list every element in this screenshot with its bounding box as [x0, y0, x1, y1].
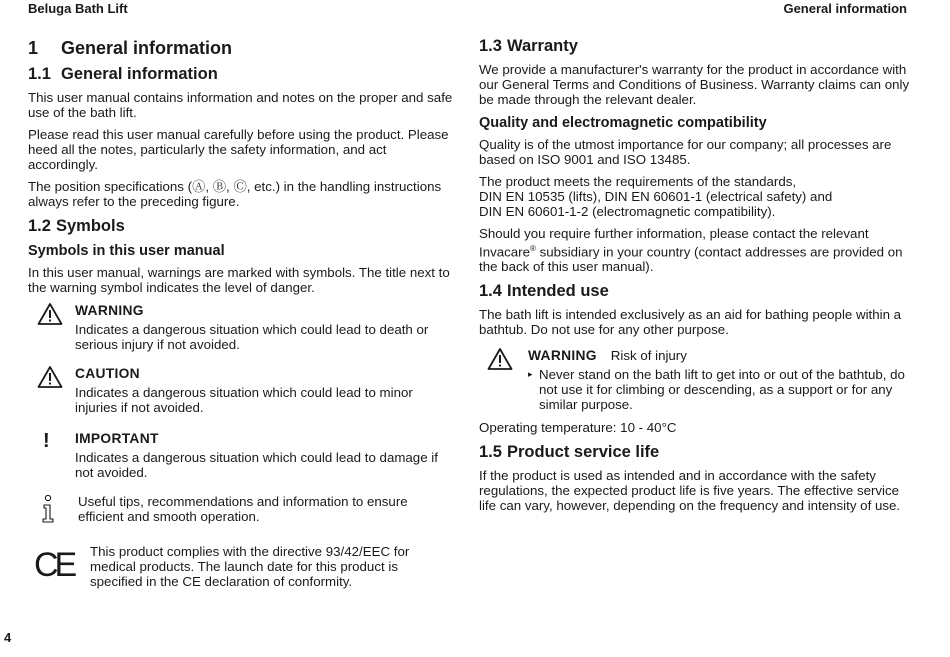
section-number: 1.1 [28, 65, 51, 83]
section-heading-1-5 [479, 442, 911, 463]
section-heading-1-3 [479, 36, 911, 57]
paragraph: This user manual contains information and notes on the proper and safe use of the bath lift. [28, 90, 453, 120]
section-heading-1-4 [479, 281, 911, 302]
caution-description: Indicates a dangerous situation which could lead to minor injuries if not avoided. [75, 385, 413, 415]
paragraph-contact: Should you require further information, please contact the relevant Invacare® subsidiary in your country (contact addresses are provided on the back of this user manual). [479, 226, 903, 275]
paragraph: Please read this user manual carefully before using the product. Please heed all the notes, particularly the safety information, and act accordingly. [28, 127, 449, 172]
warning-subtitle: Risk of injury [610, 348, 687, 364]
warning-triangle-icon [487, 347, 513, 371]
section-number: 1.3 [479, 37, 502, 55]
bullet-arrow-icon: ▸ [528, 369, 533, 380]
paragraph: The position specifications (Ⓐ, Ⓑ, Ⓒ, etc.) in the handling instructions always refer to the preceding figure. [28, 179, 442, 209]
ce-compliance-entry [28, 544, 453, 589]
operating-temperature: Operating temperature: 10 - 40°C [479, 420, 677, 436]
section-title: Intended use [507, 282, 609, 301]
paragraph-standards [479, 174, 911, 219]
subheading-quality: Quality and electromagnetic compatibility [479, 115, 767, 131]
section-number: 1.4 [479, 282, 502, 301]
running-header-section: General information [783, 1, 907, 16]
chapter-heading [28, 36, 453, 60]
section-number: 1.2 [28, 217, 51, 235]
running-header-title: Beluga Bath Lift [28, 1, 128, 16]
warning-bullet [528, 367, 911, 412]
chapter-title: General information [61, 38, 233, 58]
important-description: Indicates a dangerous situation which could lead to damage if not avoided. [75, 450, 438, 480]
standards-line: DIN EN 10535 (lifts), DIN EN 60601-1 (electrical safety) and [479, 189, 833, 204]
important-label: IMPORTANT [75, 431, 159, 446]
warning-label: WARNING [75, 303, 144, 318]
info-symbol-entry [28, 494, 453, 524]
page-number: 4 [4, 630, 12, 645]
section-title: Symbols [56, 217, 125, 235]
subheading-symbols: Symbols in this user manual [28, 243, 225, 259]
paragraph: Quality is of the utmost importance for our company; all processes are based on ISO 9001 and ISO 13485. [479, 137, 892, 167]
info-description: Useful tips, recommendations and information to ensure efficient and smooth operation. [78, 494, 408, 524]
info-icon [40, 494, 56, 524]
section-title: Warranty [507, 37, 578, 55]
warning-bullet-text: Never stand on the bath lift to get into or out of the bathtub, do not use it for climbing or descending, as a support or for any similar purpose. [539, 367, 905, 413]
caution-symbol-entry [28, 365, 453, 415]
warning-triangle-icon [37, 302, 63, 326]
left-column [28, 36, 453, 597]
warning-description: Indicates a dangerous situation which could lead to death or serious injury if not avoided. [75, 322, 429, 352]
section-title: Product service life [507, 443, 660, 462]
section-number: 1.5 [479, 443, 502, 462]
right-column [479, 36, 911, 520]
warning-symbol-entry [28, 302, 453, 352]
ce-description: This product complies with the directive 93/42/EEC for medical products. The launch date for this product is specified in the CE declaration of conformity. [90, 544, 410, 589]
section-heading-1-1 [28, 64, 453, 85]
chapter-number: 1 [28, 38, 39, 58]
intended-use-warning [479, 347, 911, 412]
exclamation-icon: ! [43, 430, 50, 452]
caution-triangle-icon [37, 365, 63, 389]
ce-mark-icon: CE [34, 546, 74, 584]
section-title: General information [61, 65, 218, 83]
paragraph: If the product is used as intended and in accordance with the safety regulations, the expected product life is five years. The effective service life can vary, however, depending on the frequency and intensity of use. [479, 468, 901, 514]
paragraph: In this user manual, warnings are marked with symbols. The title next to the warning symbol indicates the level of danger. [28, 265, 450, 295]
paragraph: The bath lift is intended exclusively as an aid for bathing people within a bathtub. Do not use for any other purpose. [479, 307, 902, 338]
section-heading-1-2 [28, 216, 453, 237]
standards-line: The product meets the requirements of the standards, [479, 174, 797, 189]
caution-label: CAUTION [75, 366, 140, 381]
important-symbol-entry [28, 430, 453, 480]
registered-mark: ® [530, 244, 536, 253]
standards-line: DIN EN 60601-1-2 (electromagnetic compatibility). [479, 204, 776, 219]
warning-label: WARNING [528, 348, 597, 364]
paragraph: We provide a manufacturer's warranty for the product in accordance with our General Terms and Conditions of Business. Warranty claims can only be made through the relevant dealer. [479, 62, 910, 107]
